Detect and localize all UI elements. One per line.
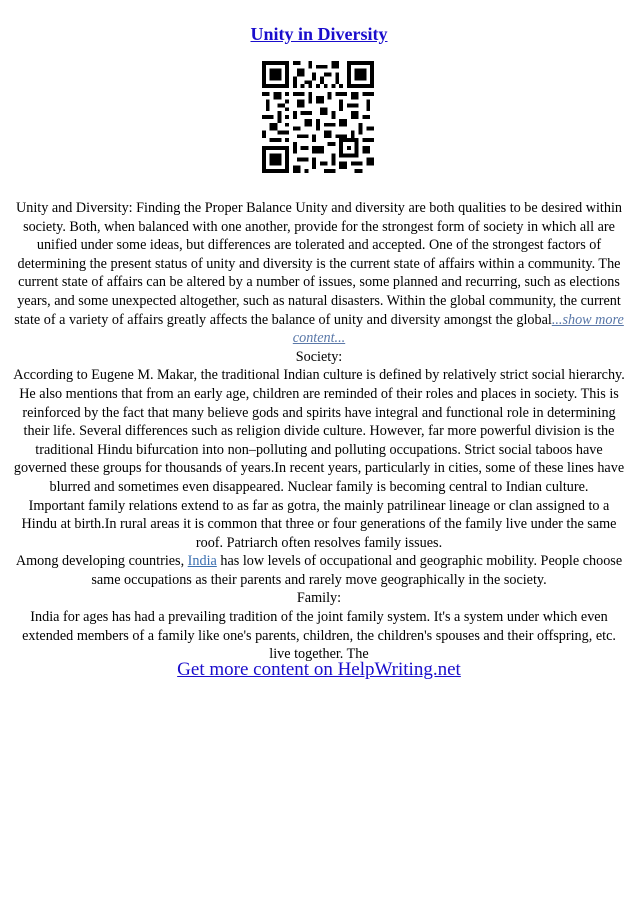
get-more-content-link[interactable]: Get more content on HelpWriting.net	[177, 659, 461, 680]
society-paragraph-2: Important family relations extend to as far as gotra, the mainly patrilinear lineage or clan assigned to a Hindu at birth.In rural areas it is common that three or four generations of the family live under the same roof. Patriarch often resolves family issues.	[21, 497, 617, 551]
intro-text: Unity and Diversity: Finding the Proper Balance Unity and diversity are both qualities to be desired within society. Both, when balanced with one another, provide for the strongest form of society in which all are unified under some ideas, but differences are tolerated and accepted. One of the strongest factors of determining the present status of unity and diversity is the current state of affairs within a community. The current state of affairs can be altered by a number of issues, some planned and recurring, such as elections years, and some unexpected altogether, such as natural disasters. Within the global community, the current state of a variety of affairs greatly affects the balance of unity and diversity amongst the global	[14, 200, 622, 328]
society-paragraph-3	[10, 552, 628, 589]
article-body	[10, 199, 628, 664]
society-heading: Society:	[295, 348, 343, 365]
society-paragraph-1: According to Eugene M. Makar, the traditional Indian culture is defined by relatively strict social hierarchy. He also mentions that from an early age, children are reminded of their roles and places in society. This is reinforced by the fact that many believe gods and spirits have integral and functional role in determining their life. Several differences such as religion divide culture. However, far more powerful division is the traditional Hindu bifurcation into non–polluting and polluting occupations. Strict social taboos have governed these groups for thousands of years.In recent years, particularly in cities, some of these lines have blurred and sometimes even disappeared. Nuclear family is becoming central to Indian culture.	[13, 367, 625, 495]
society-paragraph-3-end: has low levels of occupational and geographic mobility. People choose same occupations as their parents and rarely move geographically in the society.	[91, 553, 623, 588]
india-link[interactable]: India	[187, 553, 217, 570]
show-more-link[interactable]: ...show more content...	[292, 311, 624, 347]
intro-paragraph	[10, 199, 628, 348]
society-paragraph-3-start: Among developing countries,	[15, 553, 188, 570]
family-paragraph: India for ages has had a prevailing tradition of the joint family system. It's a system under which even extended members of a family like one's parents, children, the children's spouses and their offspring, etc. live together. The	[22, 609, 616, 663]
qr-code-icon	[262, 61, 374, 173]
family-heading: Family:	[296, 590, 342, 607]
document-title[interactable]: Unity in Diversity	[250, 24, 388, 44]
